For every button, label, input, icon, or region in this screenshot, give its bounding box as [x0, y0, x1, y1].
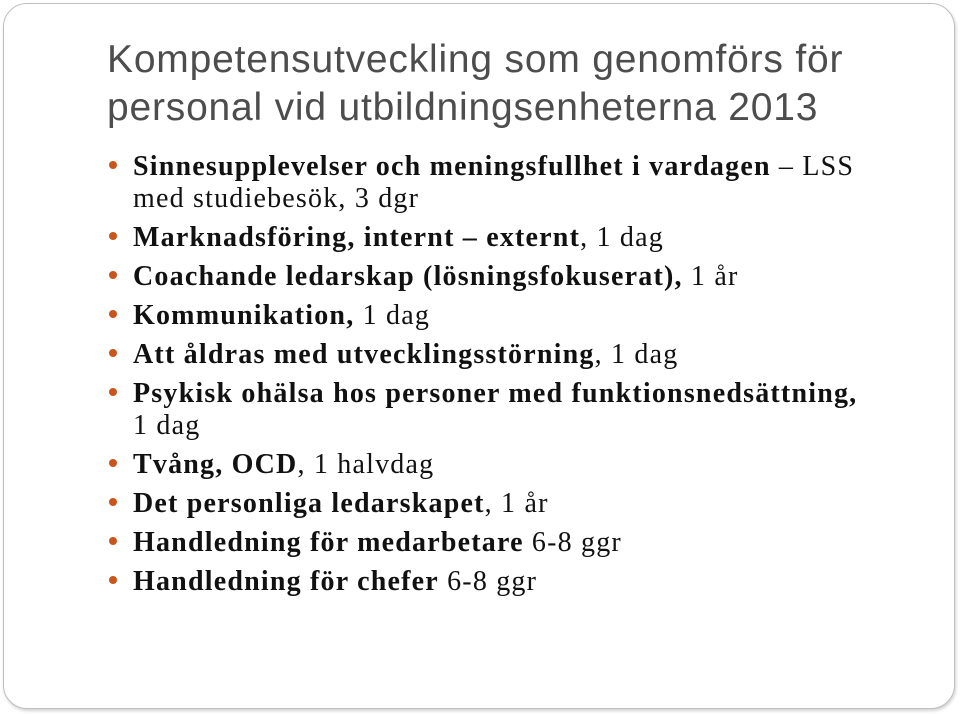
bullet-item: [0, 151, 857, 215]
bullet-icon: [109, 161, 117, 169]
bullet-item: [0, 527, 857, 559]
bullet-bold-text: Handledning för chefer: [133, 566, 439, 597]
bullet-first-line: [133, 378, 857, 409]
bullet-detail-text: , 1 dag: [580, 222, 664, 253]
bullet-first-line: [133, 261, 739, 292]
bullet-bold-text: Coachande ledarskap (lösningsfokuserat),: [133, 261, 683, 292]
bullet-item: [0, 488, 857, 520]
bullet-bold-text: Marknadsföring, internt – externt: [133, 222, 581, 253]
bullet-icon: [109, 459, 117, 467]
bullet-icon: [109, 271, 117, 279]
bullet-bold-text: Psykisk ohälsa hos personer med funktionsnedsättning,: [133, 378, 858, 409]
bullet-first-line: [133, 449, 434, 480]
bullet-first-line: [133, 151, 854, 182]
bullet-icon: [109, 576, 117, 584]
bullet-item: [0, 300, 857, 332]
bullet-continuation-text: med studiebesök, 3 dgr: [133, 183, 420, 214]
bullet-item: [0, 222, 857, 254]
slide-title-line: Kompetensutveckling som genomförs för: [107, 38, 844, 81]
bullet-item: [0, 261, 857, 293]
bullet-bold-text: Det personliga ledarskapet: [133, 488, 485, 519]
bullet-bold-text: Att åldras med utvecklingsstörning: [133, 339, 595, 370]
bullet-bold-text: Sinnesupplevelser och meningsfullhet i vardagen: [133, 151, 771, 182]
bullet-first-line: [133, 566, 537, 597]
bullet-first-line: [133, 222, 664, 253]
bullet-first-line: [133, 527, 622, 558]
bullet-icon: [109, 537, 117, 545]
slide-title-line: personal vid utbildningsenheterna 2013: [107, 86, 819, 129]
bullet-icon: [109, 232, 117, 240]
bullet-detail-text: , 1 år: [484, 488, 549, 519]
bullet-first-line: [133, 339, 678, 370]
bullet-first-line: [133, 488, 549, 519]
bullet-icon: [109, 310, 117, 318]
bullet-icon: [109, 349, 117, 357]
bullet-bold-text: Tvång, OCD: [133, 449, 298, 480]
bullet-detail-text: 6-8 ggr: [523, 527, 622, 558]
bullet-detail-text: 1 år: [682, 261, 739, 292]
bullet-detail-text: 6-8 ggr: [438, 566, 538, 597]
bullet-continuation-text: 1 dag: [133, 410, 201, 441]
bullet-bold-text: Kommunikation,: [133, 300, 355, 331]
slide-title: [107, 36, 843, 132]
bullet-bold-text: Handledning för medarbetare: [133, 527, 524, 558]
bullet-first-line: [133, 300, 430, 331]
bullet-icon: [109, 388, 117, 396]
bullet-item: [0, 566, 857, 598]
bullet-detail-text: 1 dag: [354, 300, 431, 331]
bullet-detail-text: , 1 dag: [594, 339, 679, 370]
bullet-detail-text: – LSS: [770, 151, 855, 182]
bullet-item: [0, 378, 857, 442]
bullet-icon: [109, 498, 117, 506]
bullet-item: [0, 449, 857, 481]
bullet-list: [0, 151, 857, 605]
bullet-item: [0, 339, 857, 371]
bullet-detail-text: , 1 halvdag: [297, 449, 435, 480]
